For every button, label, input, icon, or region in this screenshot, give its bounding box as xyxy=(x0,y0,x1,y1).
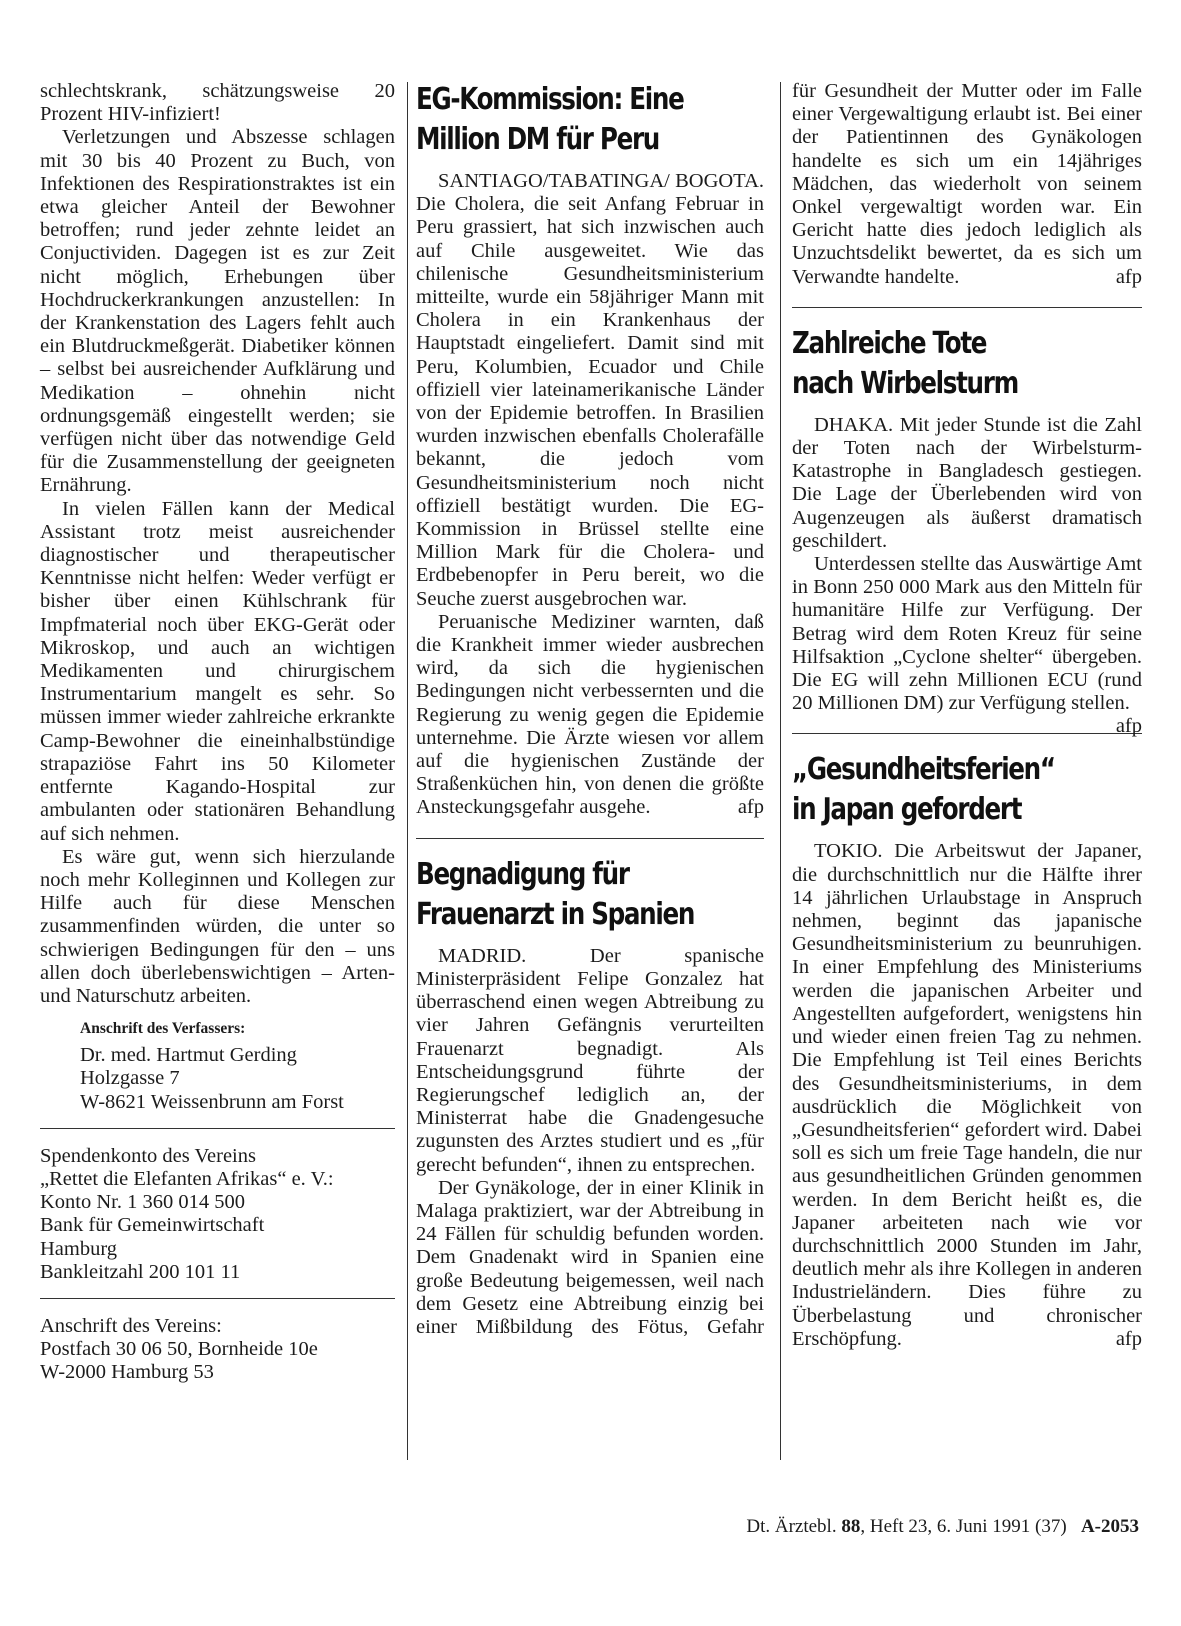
author-address-line: Dr. med. Hartmut Gerding xyxy=(80,1044,297,1067)
bank-info-line: Bankleitzahl 200 101 11 xyxy=(40,1260,241,1283)
issue-info: , Heft 23, 6. Juni 1991 (37) xyxy=(860,1516,1067,1537)
author-address-line: W-8621 Weissenbrunn am Forst xyxy=(80,1090,344,1113)
headline-line: EG-Kommission: Eine xyxy=(416,82,684,117)
body-paragraph: DHAKA. Mit jeder Stunde ist die Zahl der Toten nach der Wirbelsturm-Katastrophe in Bangladesch gestiegen. Die Lage der Überlebenden wird von Augenzeugen als äußerst dramatisch geschildert. xyxy=(792,413,1142,552)
body-paragraph: In vielen Fällen kann der Medical Assistant trotz meist ausreichender diagnostischer und therapeutischer Kenntnisse nicht helfen: Weder verfügt er bisher über einen Kühlschrank für Impfmaterial noch über EKG-Gerät oder Mikroskop, und auch an wichtigen Medikamenten und chirurgischem Instrumentarium mangelt es sehr. So müssen immer wieder zahlreiche erkrankte Camp-Bewohner die eineinhalbstündige strapaziöse Fahrt ins 50 Kilometer entfernte Kagando-Hospital zur ambulanten oder stationären Behandlung auf sich nehmen. xyxy=(40,497,395,845)
paragraph-text: TOKIO. Die Arbeitswut der Japaner, die durchschnittlich nur die Hälfte ihrer 14 jährlichen Urlaubstage in Anspruch nehmen, beginnt das japanische Gesundheitsministerium zu beunruhigen. In einer Empfehlung des Ministeriums werden die japanischen Arbeiter und Angestellten aufgefordert, wenigstens hin und wieder einen freien Tag zu nehmen. Die Empfehlung ist Teil eines Berichts des Gesundheitsministeriums, in dem ausdrücklich die Möglichkeit von „Gesundheitsferien“ gefordert wird. Dabei soll es sich um freie Tage handeln, die nur aus gesundheitlichen Gründen genommen werden. In dem Bericht heißt es, die Japaner arbeiteten nach wie vor durchschnittlich 2000 Stunden im Jahr, deutlich mehr als ihre Kollegen in anderen Industrieländern. Dies führe zu Überbelastung und chronischer Erschöpfung. xyxy=(792,840,1142,1350)
body-paragraph: schlechtskrank, schätzungsweise 20 Prozent HIV-infiziert! xyxy=(40,80,395,126)
section-divider xyxy=(416,838,764,839)
headline-line: nach Wirbelsturm xyxy=(792,365,1018,401)
column-divider-right xyxy=(780,82,781,1460)
headline-cyclone xyxy=(792,324,1142,404)
author-address-title: Anschrift des Verfassers: xyxy=(80,1020,246,1038)
body-paragraph xyxy=(792,840,1142,1350)
source-credit: afp xyxy=(1115,1327,1142,1350)
paragraph-text: Peruanische Mediziner warnten, daß die Krankheit immer wieder ausbrechen wird, da sich die hygienischen Bedingungen nicht verbessernten und die Regierung zu wenig gegen die Epidemie unternehme. Die Ärzte wiesen vor allem auf die hygienischen Zustände der Straßenküchen hin, von denen die größte Ansteckungsgefahr ausgehe. xyxy=(416,610,764,819)
journal-volume: 88 xyxy=(841,1516,861,1537)
headline-line: „Gesundheitsferien“ xyxy=(792,752,1055,788)
headline-cholera xyxy=(416,80,764,160)
body-paragraph: MADRID. Der spanische Ministerpräsident Felipe Gonzalez hat überraschend einen wegen Abtreibung zu vier Jahren Gefängnis verurteilten Frauenarzt begnadigt. Als Entscheidungsgrund führte der Regierungschef lediglich an, der Ministerrat habe die Gnadengesuche zugunsten des Arztes studiert und es „für gerecht befunden“, ihnen zu entsprechen. xyxy=(416,944,764,1176)
headline-japan xyxy=(792,750,1142,830)
body-paragraph: Verletzungen und Abszesse schlagen mit 30 bis 40 Prozent zu Buch, von Infektionen des Respirationstraktes ist ein etwa gleicher Anteil der Bewohner betroffen; rund jeder zehnte leidet an Conjuctividen. Dagegen ist es zur Zeit nicht möglich, Erhebungen über Hochdruckerkrankungen anzustellen: In der Krankenstation des Lagers fehlt auch ein Blutdruckmeßgerät. Diabetiker können – selbst bei ausreichender Aufklärung und Medikation – ohnehin nicht ordnungsgemäß eingestellt werden; sie verfügen nicht über das notwendige Geld für die Zusammenstellung der geeigneten Ernährung. xyxy=(40,126,395,497)
author-address-line: Holzgasse 7 xyxy=(80,1067,180,1090)
journal-name: Dt. Ärztebl. xyxy=(746,1516,837,1537)
headline-line: Begnadigung für xyxy=(416,856,629,892)
column-middle xyxy=(416,80,764,1339)
section-divider xyxy=(792,307,1142,308)
body-paragraph: Es wäre gut, wenn sich hierzulande noch mehr Kolleginnen und Kollegen zur Hilfe auch für diese Menschen zusammenfinden würden, die unter so schwierigen Bedingungen für den – uns allen doch überlebenswichtigen – Arten- und Naturschutz arbeiten. xyxy=(40,845,395,1007)
source-credit: afp xyxy=(737,796,764,819)
headline-line: Million DM für Peru xyxy=(416,122,660,157)
club-address-line: W-2000 Hamburg 53 xyxy=(40,1361,214,1384)
bank-info-line: Hamburg xyxy=(40,1237,118,1260)
page-footer xyxy=(746,1516,1139,1538)
club-address-line: Anschrift des Vereins: xyxy=(40,1314,222,1337)
bank-info-line: „Rettet die Elefanten Afrikas“ e. V.: xyxy=(40,1167,334,1190)
body-paragraph xyxy=(792,553,1142,738)
bank-info-line: Bank für Gemeinwirtschaft xyxy=(40,1214,265,1237)
body-paragraph xyxy=(792,80,1142,289)
body-paragraph: Der Gynäkologe, der in einer Klinik in Malaga praktiziert, war der Abtreibung in 24 Fällen für schuldig befunden worden. Dem Gnadenakt wird in Spanien eine große Bedeutung beigemessen, weil nach dem Gesetz eine Abtreibung einzig bei einer Mißbildung des Fötus, Gefahr xyxy=(416,1176,764,1338)
section-divider xyxy=(792,733,1142,734)
column-divider-left xyxy=(407,82,408,1460)
headline-line: Frauenarzt in Spanien xyxy=(416,896,695,932)
body-paragraph: SANTIAGO/TABATINGA/ BOGOTA. Die Cholera, die seit Anfang Februar in Peru grassiert, hat sich inzwischen auch auf Chile ausgeweitet. Wie das chilenische Gesundheitsministerium mitteilte, wurde ein 58jähriger Mann mit Cholera in ein Krankenhaus der Hauptstadt eingeliefert. Damit sind mit Peru, Kolumbien, Ecuador und Chile offiziell vier lateinamerikanische Länder von der Epidemie betroffen. In Brasilien wurden inzwischen ebenfalls Cholerafälle bekannt, die jedoch vom Gesundheitsministerium noch nicht offiziell bestätigt wurden. Die EG-Kommission in Brüssel stellte eine Million Mark für die Cholera- und Erdbebenopfer in Peru bereit, wo die Seuche zuerst ausgebrochen war. xyxy=(416,170,764,610)
column-left xyxy=(40,80,395,1385)
headline-spain xyxy=(416,855,764,935)
source-credit: afp xyxy=(1115,265,1142,288)
section-divider xyxy=(40,1298,395,1299)
source-credit: afp xyxy=(1115,715,1142,738)
headline-line: Zahlreiche Tote xyxy=(792,325,987,361)
paragraph-text: für Gesundheit der Mutter oder im Falle einer Vergewaltigung erlaubt ist. Bei einer der Patientinnen des Gynäkologen handelte es sich um ein 14jähriges Mädchen, das wiederholt von seinem Onkel vergewaltigt worden war. Ein Gericht hatte dies jedoch lediglich als Unzuchtsdelikt bewertet, da es sich um Verwandte handelte. xyxy=(792,80,1142,288)
club-address-line: Postfach 30 06 50, Bornheide 10e xyxy=(40,1338,318,1361)
paragraph-text: Unterdessen stellte das Auswärtige Amt in Bonn 250 000 Mark aus den Mitteln für humanitäre Hilfe zur Verfügung. Der Betrag wird dem Roten Kreuz für seine Hilfsaktion „Cyclone shelter“ übergeben. Die EG will zehn Millionen ECU (rund 20 Millionen DM) zur Verfügung stellen. xyxy=(792,553,1142,715)
bank-info-line: Konto Nr. 1 360 014 500 xyxy=(40,1191,245,1214)
bank-info-line: Spendenkonto des Vereins xyxy=(40,1144,256,1167)
body-paragraph xyxy=(416,611,764,820)
section-divider xyxy=(40,1128,395,1129)
headline-line: in Japan gefordert xyxy=(792,792,1022,828)
column-right xyxy=(792,80,1142,1351)
page-number: A-2053 xyxy=(1080,1516,1139,1537)
